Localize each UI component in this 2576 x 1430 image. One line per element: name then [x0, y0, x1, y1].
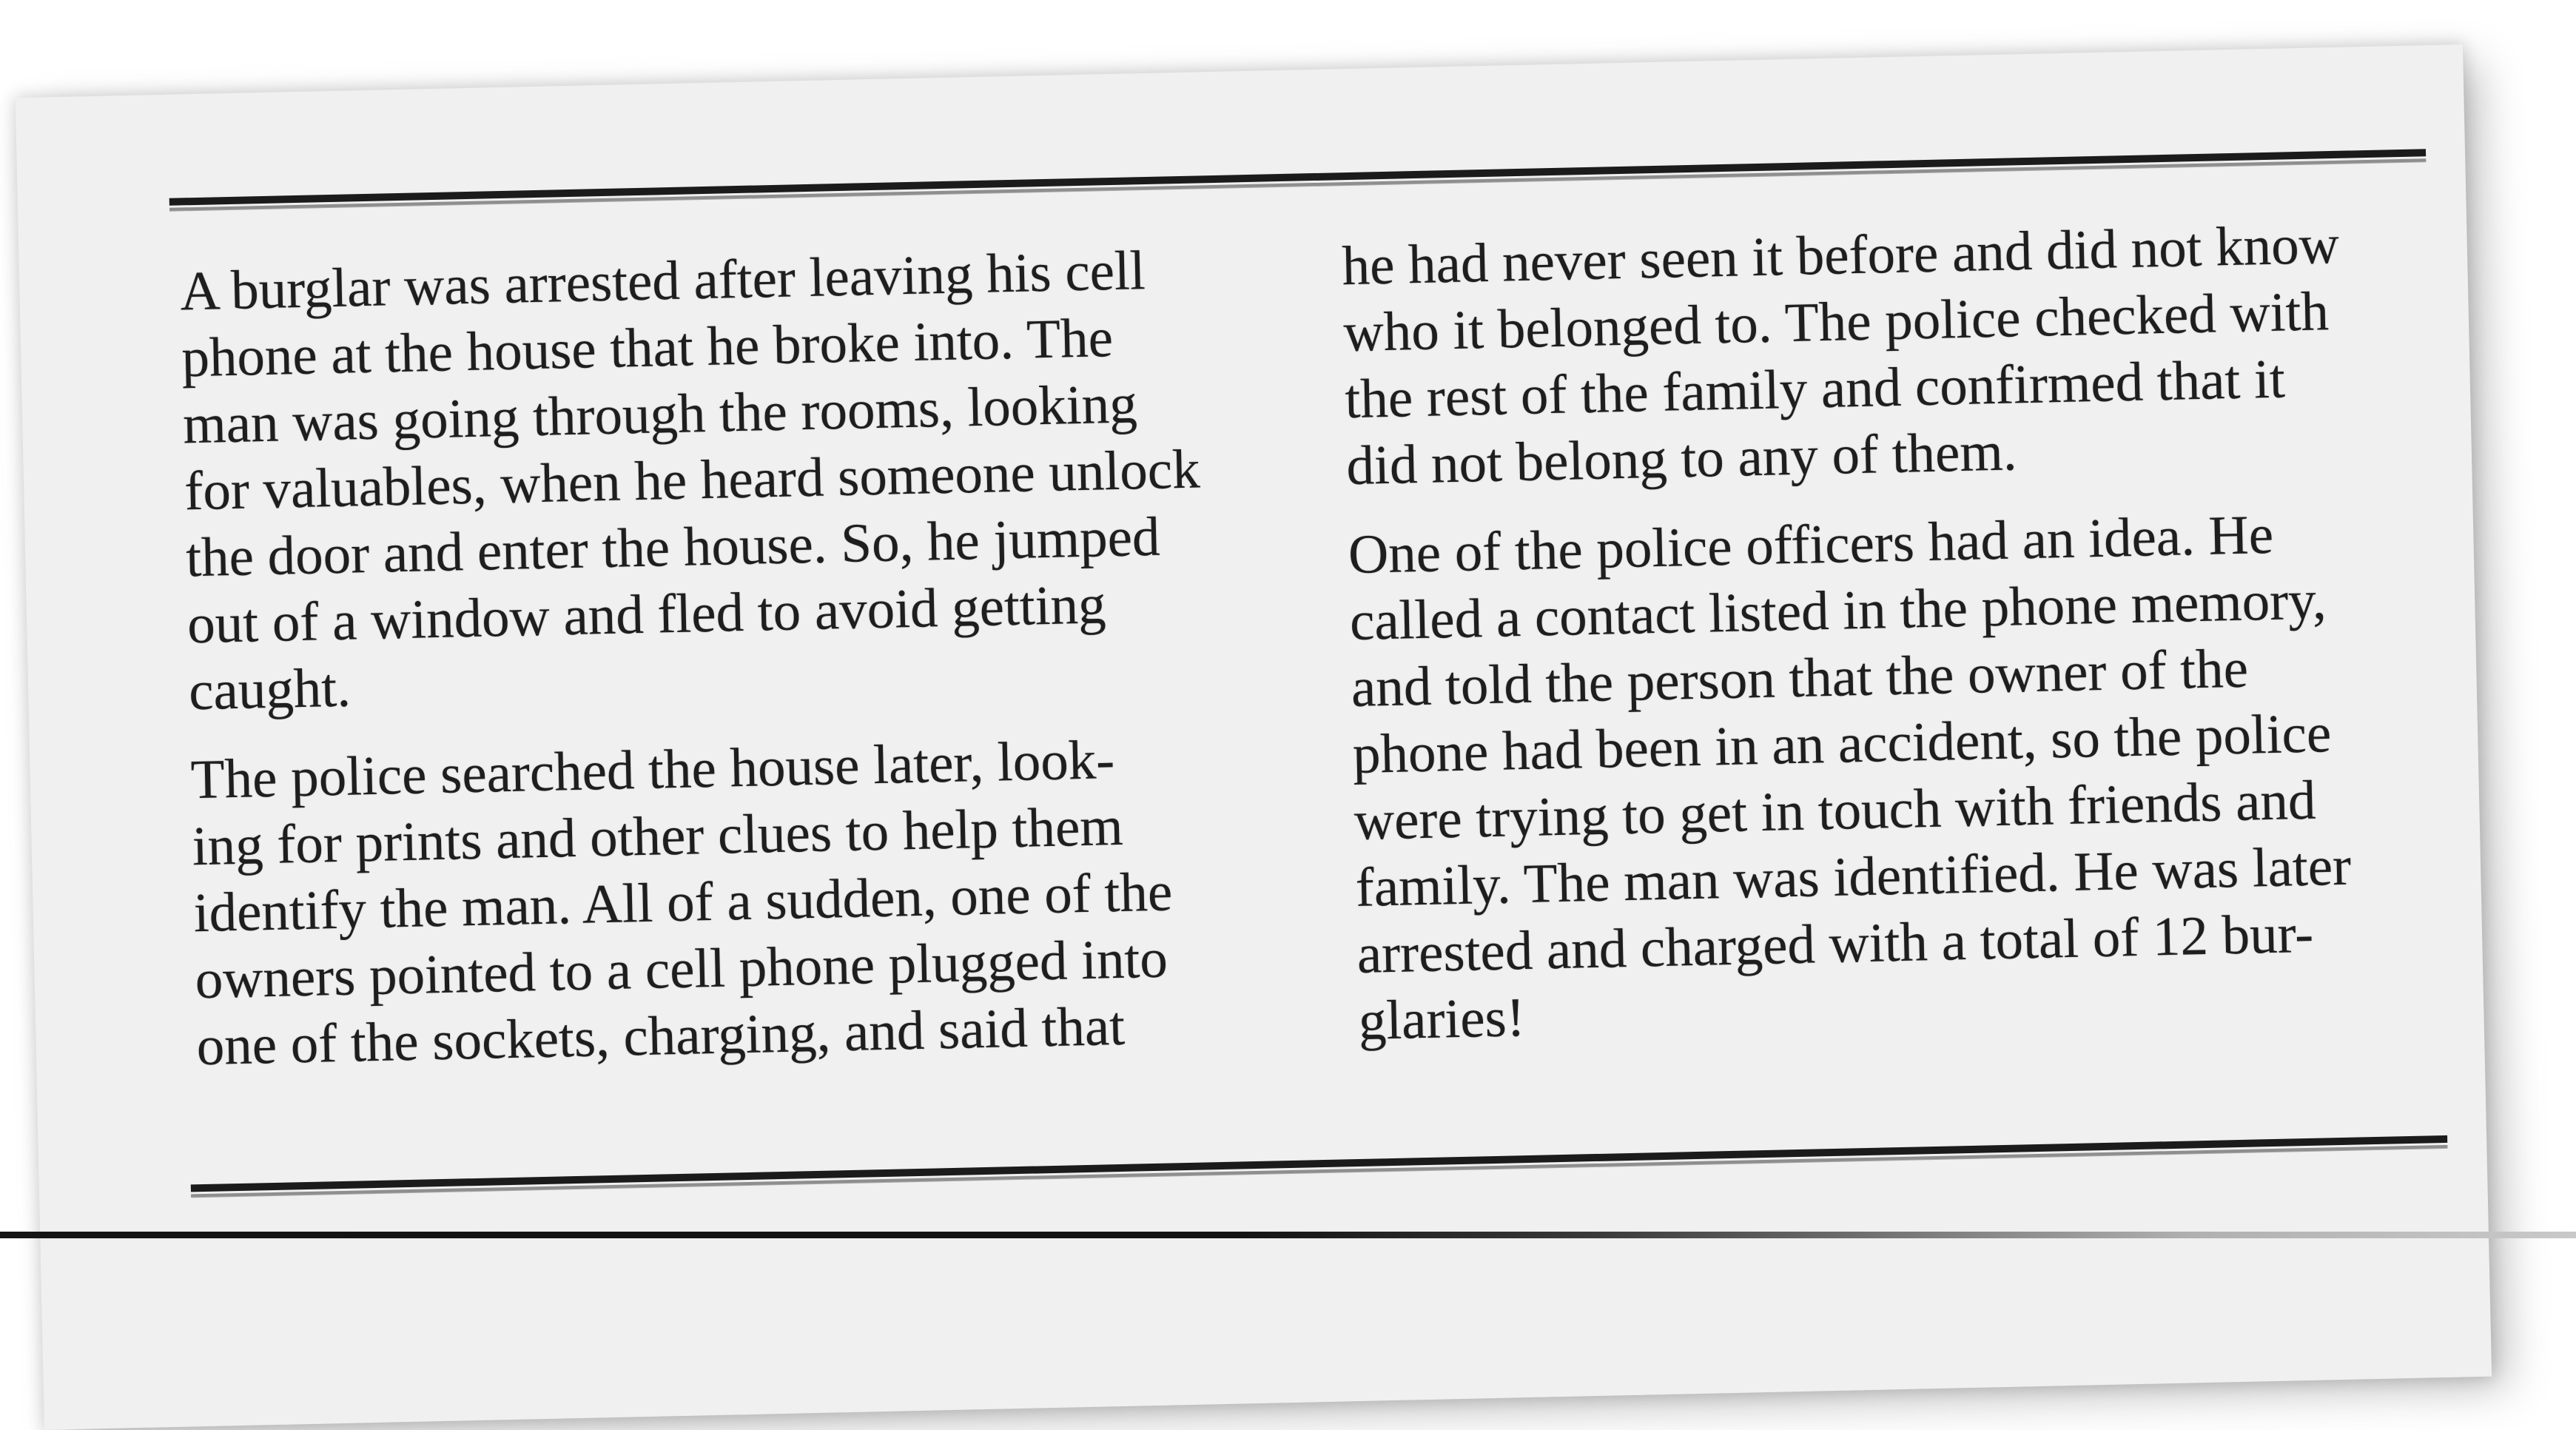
bottom-double-rule	[191, 1135, 2448, 1198]
article-columns	[170, 209, 2444, 1080]
paragraph: A burglar was arrested after leaving his cell phone at the house that he broke into. The man was going through the rooms, looking for valuables, when he heard someone unlock the door and enter the house. So, he jumped out of a window and fled to avoid getting caught.	[179, 240, 1201, 722]
paragraph: One of the police officers had an idea. He called a contact listed in the phone memory, and told the person that the owner of the phone had been in an accident, so the police were trying to get in touch with friends and family. The man was identified. He was later arrested and charged with a total of 12 bur- glaries!	[1348, 503, 2352, 1052]
top-thick-rule-line	[169, 149, 2426, 206]
bottom-thin-rule-line	[191, 1145, 2447, 1198]
left-column	[179, 235, 1274, 1080]
top-double-rule	[169, 149, 2427, 211]
paper-sheet	[16, 44, 2492, 1430]
paragraph: The police searched the house later, look- ing for prints and other clues to help them identify the man. All of a sudden, one of the owners pointed to a cell phone plugged into one of the sockets, charging, and said that	[189, 729, 1173, 1078]
top-thin-rule-line	[169, 158, 2426, 211]
bottom-thick-rule-line	[191, 1135, 2447, 1192]
right-column	[1342, 209, 2436, 1054]
paragraph: he had never seen it before and did not know who it belonged to. The police checked with the rest of the family and confirmed that it did not belong to any of them.	[1341, 213, 2340, 497]
reading-passage	[169, 149, 2450, 1323]
page-bottom-edge-shadow	[0, 1232, 2576, 1238]
